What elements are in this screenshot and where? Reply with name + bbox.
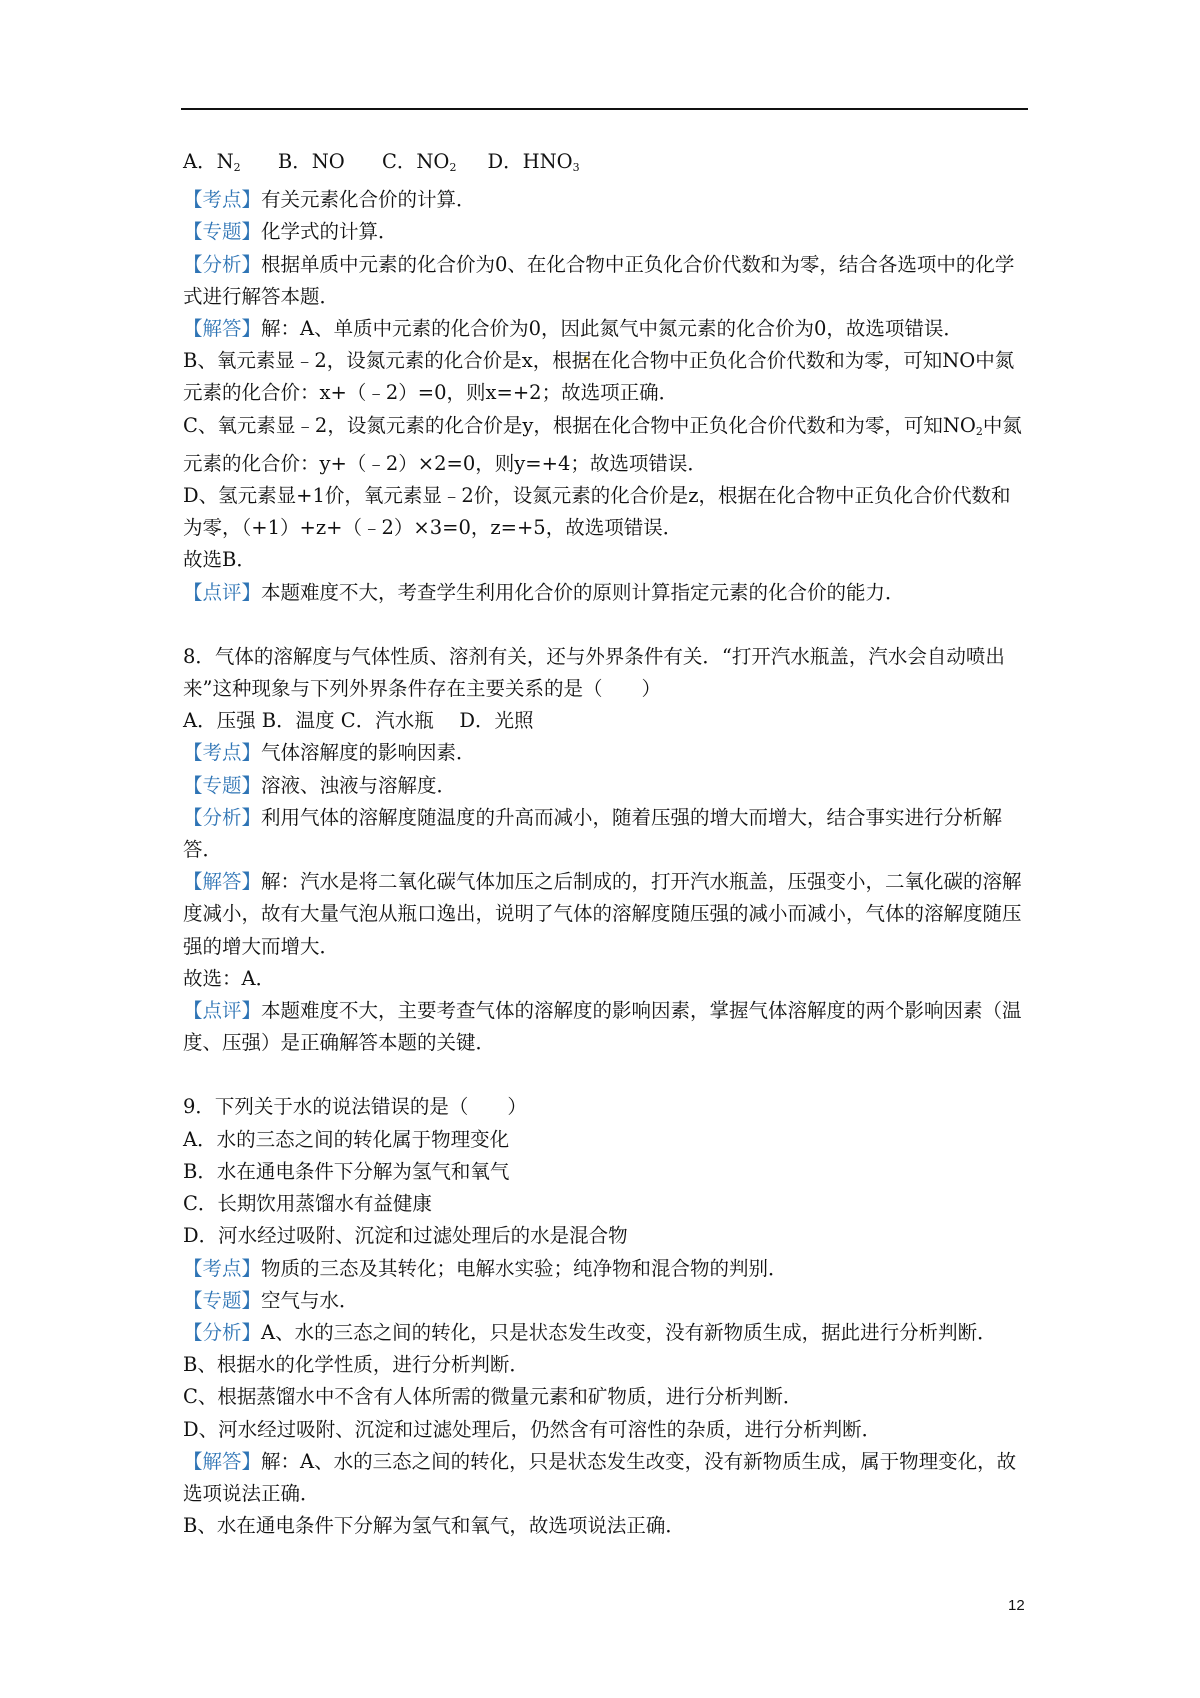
spacer: [183, 609, 1025, 641]
q9-jieda-b: B、水在通电条件下分解为氢气和氧气，故选项说法正确．: [183, 1514, 685, 1538]
page-number: 12: [1008, 1597, 1025, 1614]
q7-dianping: 【点评】本题难度不大，考查学生利用化合价的原则计算指定元素的化合价的能力．: [183, 580, 905, 604]
q7-jieda-c: C、氧元素显﹣2，设氮元素的化合价是y，根据在化合物中正负化合价代数和为零，可知$NO_2$中氮元素的化合价：y+（﹣2）×2=0，则y=+4；故选项错误．: [183, 413, 1022, 475]
q9-fenxi: 【分析】A、水的三态之间的转化，只是状态发生改变，没有新物质生成，据此进行分析判断．: [183, 1320, 997, 1344]
q8-kaodian: 【考点】气体溶解度的影响因素．: [183, 741, 476, 765]
q7-jieda-d: D、氢元素显+1价，氧元素显﹣2价，设氮元素的化合价是z，根据在化合物中正负化合价代数和为零，（+1）+z+（﹣2）×3=0，z=+5，故选项错误．: [183, 484, 1011, 540]
q8-zhuanti: 【专题】溶液、浊液与溶解度．: [183, 773, 457, 797]
q9-fenxi-c: C、根据蒸馏水中不含有人体所需的微量元素和矿物质，进行分析判断．: [183, 1385, 803, 1409]
q9-jieda: 【解答】解：A、水的三态之间的转化，只是状态发生改变，没有新物质生成，属于物理变化，故选项说法正确．: [183, 1449, 1017, 1505]
spacer: [183, 1059, 1025, 1091]
page-content: [183, 146, 1025, 1542]
q7-option-a: A．N2: [183, 150, 241, 174]
q8-jieda: 【解答】解：汽水是将二氧化碳气体加压之后制成的，打开汽水瓶盖，压强变小，二氧化碳的溶解度减小，故有大量气泡从瓶口逸出，说明了气体的溶解度随压强的减小而减小，气体的溶解度随压强的增大而增大．: [183, 870, 1022, 958]
q7-option-b: B．NO: [277, 150, 345, 173]
q7-zhuanti: 【专题】化学式的计算．: [183, 220, 398, 244]
q9-fenxi-b: B、根据水的化学性质，进行分析判断．: [183, 1353, 529, 1377]
q7-option-c: C．NO2: [381, 150, 457, 174]
q7-option-d: D．HNO3: [487, 150, 580, 174]
q7-jieda: 【解答】解：A、单质中元素的化合价为0，因此氮气中氮元素的化合价为0，故选项错误．: [183, 317, 963, 341]
q8-stem: 8．气体的溶解度与气体性质、溶剂有关，还与外界条件有关．“打开汽水瓶盖，汽水会自动喷出来”这种现象与下列外界条件存在主要关系的是（ ）: [183, 644, 1005, 701]
q9-option-d: D．河水经过吸附、沉淀和过滤处理后的水是混合物: [183, 1224, 628, 1248]
q7-options: [183, 146, 1025, 184]
q9-option-a: A．水的三态之间的转化属于物理变化: [183, 1127, 510, 1151]
q8-answer: 故选：A．: [183, 966, 276, 990]
q9-kaodian: 【考点】物质的三态及其转化；电解水实验；纯净物和混合物的判别．: [183, 1256, 788, 1280]
q9-option-c: C．长期饮用蒸馏水有益健康: [183, 1192, 432, 1216]
q7-jieda-b: B、氧元素显﹣2，设氮元素的化合价是x，根据在化合物中正负化合价代数和为零，可知NO中氮元素的化合价：x+（﹣2）=0，则x=+2；故选项正确．: [183, 349, 1015, 405]
q9-stem: 9．下列关于水的说法错误的是（ ）: [183, 1095, 527, 1119]
q7-answer: 故选B．: [183, 548, 256, 572]
q9-zhuanti: 【专题】空气与水．: [183, 1288, 359, 1312]
q7-kaodian: 【考点】有关元素化合价的计算．: [183, 188, 476, 212]
header-rule: [181, 108, 1028, 110]
q8-fenxi: 【分析】利用气体的溶解度随温度的升高而减小，随着压强的增大而增大，结合事实进行分析解答．: [183, 805, 1003, 862]
q9-fenxi-d: D、河水经过吸附、沉淀和过滤处理后，仍然含有可溶性的杂质，进行分析判断．: [183, 1417, 882, 1441]
q9-option-b: B．水在通电条件下分解为氢气和氧气: [183, 1159, 510, 1183]
q8-dianping: 【点评】本题难度不大，主要考查气体的溶解度的影响因素，掌握气体溶解度的两个影响因素（温度、压强）是正确解答本题的关键．: [183, 999, 1022, 1055]
q7-fenxi: 【分析】根据单质中元素的化合价为0、在化合物中正负化合价代数和为零，结合各选项中的化学式进行解答本题．: [183, 252, 1015, 308]
q8-options: A．压强 B．温度 C．汽水瓶 D．光照: [183, 709, 534, 733]
